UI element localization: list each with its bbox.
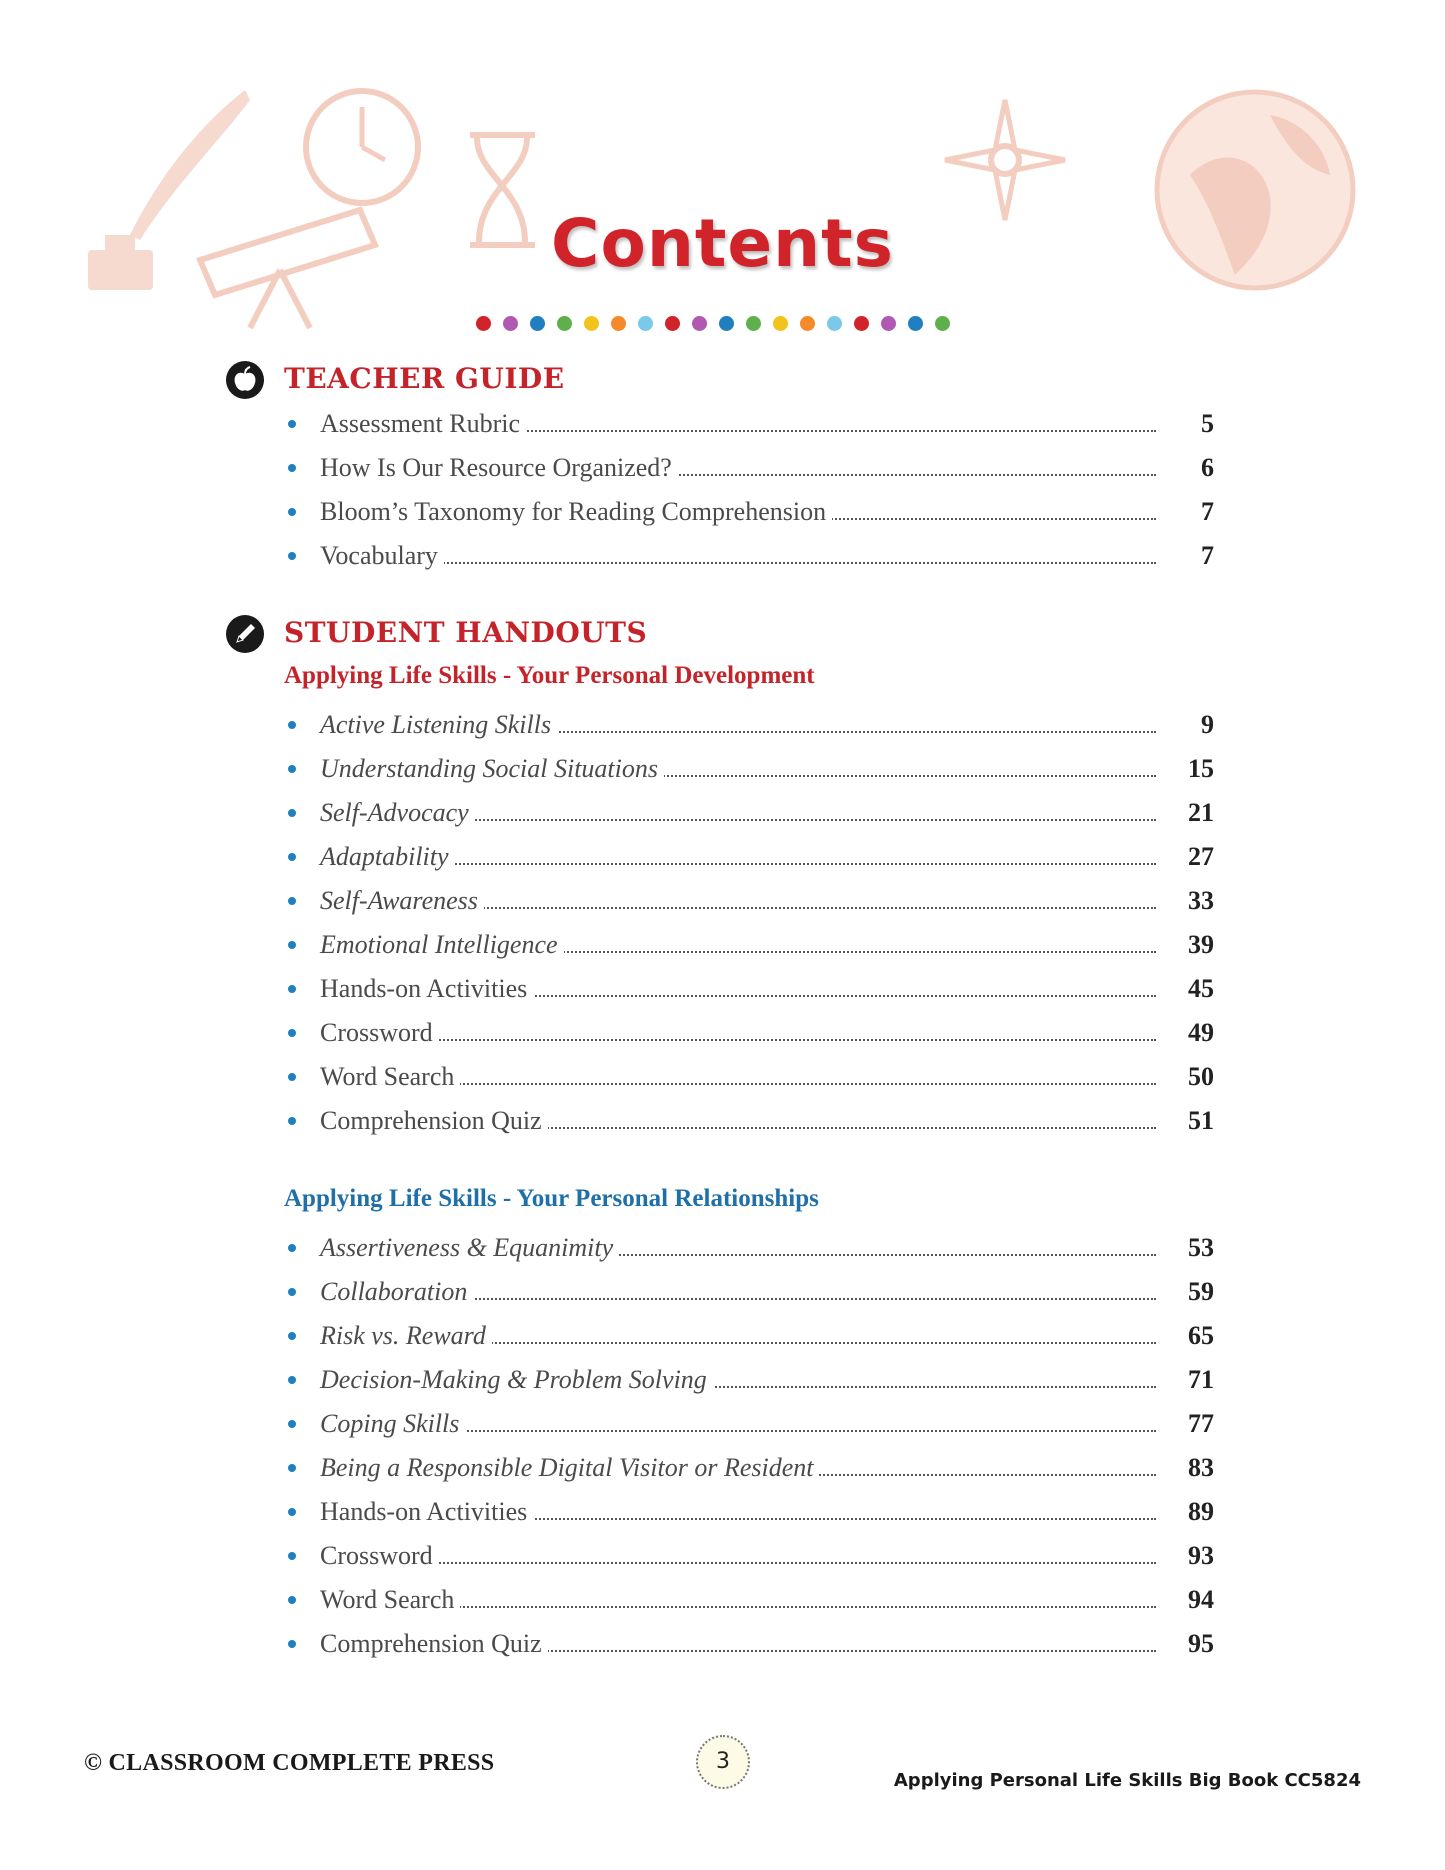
toc-entry[interactable]: [284, 1490, 1214, 1534]
bullet-icon: [288, 853, 296, 861]
toc-entry-label: Self-Advocacy: [320, 791, 475, 835]
toc-entry-page: 33: [1188, 886, 1214, 915]
divider-dot: [719, 316, 734, 331]
divider-dot: [530, 316, 545, 331]
publisher-logo: © CLASSROOM COMPLETE PRESS: [84, 1750, 495, 1776]
pencil-icon: [225, 614, 265, 654]
toc-entry[interactable]: [284, 791, 1214, 835]
toc-entry[interactable]: [284, 1099, 1214, 1143]
bullet-icon: [288, 508, 296, 516]
bullet-icon: [288, 1244, 296, 1252]
toc-entry[interactable]: [284, 1314, 1214, 1358]
toc-entry-page: 27: [1188, 842, 1214, 871]
toc-entry-page: 65: [1188, 1321, 1214, 1350]
toc-entry-label: Being a Responsible Digital Visitor or Resident: [320, 1446, 819, 1490]
toc-entry-label: Bloom’s Taxonomy for Reading Comprehension: [320, 490, 832, 534]
toc-entry-label: Understanding Social Situations: [320, 747, 664, 791]
toc-entry[interactable]: [284, 1055, 1214, 1099]
toc-entry-label: Crossword: [320, 1534, 439, 1578]
toc-entry-page: 9: [1201, 710, 1214, 739]
bullet-icon: [288, 464, 296, 472]
subheading-personal-development: Applying Life Skills - Your Personal Development: [284, 662, 815, 689]
toc-entry[interactable]: [284, 1011, 1214, 1055]
toc-entry[interactable]: [284, 1446, 1214, 1490]
toc-entry[interactable]: [284, 446, 1214, 490]
apple-icon: [225, 360, 265, 400]
bullet-icon: [288, 1552, 296, 1560]
divider-dot: [908, 316, 923, 331]
bullet-icon: [288, 1508, 296, 1516]
teacher-guide-heading: TEACHER GUIDE: [284, 362, 565, 395]
toc-entry[interactable]: [284, 1534, 1214, 1578]
toc-entry-page: 77: [1188, 1409, 1214, 1438]
personal-development-list: [284, 703, 1214, 1143]
toc-entry[interactable]: [284, 1402, 1214, 1446]
toc-entry[interactable]: [284, 923, 1214, 967]
divider-dot: [935, 316, 950, 331]
toc-entry[interactable]: [284, 490, 1214, 534]
divider-dot: [854, 316, 869, 331]
toc-entry-label: Vocabulary: [320, 534, 444, 578]
toc-entry-page: 71: [1188, 1365, 1214, 1394]
toc-entry-page: 7: [1201, 541, 1214, 570]
divider-dot: [746, 316, 761, 331]
toc-entry-label: Assessment Rubric: [320, 402, 526, 446]
toc-entry-page: 7: [1201, 497, 1214, 526]
toc-entry-page: 45: [1188, 974, 1214, 1003]
bullet-icon: [288, 985, 296, 993]
toc-entry-label: Collaboration: [320, 1270, 473, 1314]
bullet-icon: [288, 765, 296, 773]
divider-dot: [476, 316, 491, 331]
toc-entry-page: 21: [1188, 798, 1214, 827]
toc-entry-label: Self-Awareness: [320, 879, 484, 923]
divider-dot: [584, 316, 599, 331]
toc-entry-label: Hands-on Activities: [320, 967, 533, 1011]
bullet-icon: [288, 1073, 296, 1081]
toc-entry-label: Comprehension Quiz: [320, 1622, 548, 1666]
bullet-icon: [288, 1029, 296, 1037]
bullet-icon: [288, 809, 296, 817]
toc-entry-page: 15: [1188, 754, 1214, 783]
toc-entry-page: 39: [1188, 930, 1214, 959]
bullet-icon: [288, 897, 296, 905]
divider-dot: [881, 316, 896, 331]
divider-dot: [503, 316, 518, 331]
toc-entry[interactable]: [284, 967, 1214, 1011]
toc-entry-label: Comprehension Quiz: [320, 1099, 548, 1143]
divider-dot: [665, 316, 680, 331]
toc-entry-page: 83: [1188, 1453, 1214, 1482]
teacher-guide-list: [284, 402, 1214, 578]
toc-entry[interactable]: [284, 1226, 1214, 1270]
toc-entry-label: Word Search: [320, 1578, 460, 1622]
bullet-icon: [288, 1332, 296, 1340]
toc-entry-label: Crossword: [320, 1011, 439, 1055]
divider-dot: [611, 316, 626, 331]
toc-entry-page: 49: [1188, 1018, 1214, 1047]
toc-entry-page: 5: [1201, 409, 1214, 438]
divider-dot: [557, 316, 572, 331]
toc-entry-label: Emotional Intelligence: [320, 923, 564, 967]
toc-entry-page: 50: [1188, 1062, 1214, 1091]
toc-entry-page: 93: [1188, 1541, 1214, 1570]
bullet-icon: [288, 1464, 296, 1472]
toc-entry-page: 59: [1188, 1277, 1214, 1306]
toc-entry-page: 94: [1188, 1585, 1214, 1614]
book-title-footer: Applying Personal Life Skills Big Book CC5824: [893, 1770, 1361, 1791]
toc-entry[interactable]: [284, 703, 1214, 747]
toc-entry-label: Word Search: [320, 1055, 460, 1099]
bullet-icon: [288, 1640, 296, 1648]
toc-entry[interactable]: [284, 1578, 1214, 1622]
toc-entry[interactable]: [284, 879, 1214, 923]
toc-entry-label: Decision-Making & Problem Solving: [320, 1358, 713, 1402]
divider-dot: [827, 316, 842, 331]
personal-relationships-list: [284, 1226, 1214, 1666]
toc-entry[interactable]: [284, 747, 1214, 791]
toc-entry-label: Active Listening Skills: [320, 703, 557, 747]
toc-entry-page: 6: [1201, 453, 1214, 482]
toc-entry-page: 89: [1188, 1497, 1214, 1526]
bullet-icon: [288, 721, 296, 729]
toc-entry-label: Assertiveness & Equanimity: [320, 1226, 619, 1270]
student-handouts-heading: STUDENT HANDOUTS: [284, 616, 648, 649]
toc-entry[interactable]: [284, 534, 1214, 578]
toc-entry[interactable]: [284, 1358, 1214, 1402]
bullet-icon: [288, 1117, 296, 1125]
dot-leader: [324, 1562, 1156, 1564]
toc-entry[interactable]: [284, 402, 1214, 446]
bullet-icon: [288, 1288, 296, 1296]
bullet-icon: [288, 1376, 296, 1384]
bullet-icon: [288, 1420, 296, 1428]
clock-illustration: [300, 85, 425, 210]
dot-leader: [324, 562, 1156, 564]
toc-entry-page: 51: [1188, 1106, 1214, 1135]
toc-entry-label: Hands-on Activities: [320, 1490, 533, 1534]
bullet-icon: [288, 1596, 296, 1604]
toc-entry-label: How Is Our Resource Organized?: [320, 446, 678, 490]
toc-entry-label: Risk vs. Reward: [320, 1314, 492, 1358]
subheading-personal-relationships: Applying Life Skills - Your Personal Relationships: [284, 1185, 819, 1212]
color-dot-divider: [476, 316, 950, 331]
toc-entry[interactable]: [284, 1270, 1214, 1314]
divider-dot: [773, 316, 788, 331]
toc-entry[interactable]: [284, 835, 1214, 879]
bullet-icon: [288, 420, 296, 428]
toc-entry-page: 95: [1188, 1629, 1214, 1658]
bullet-icon: [288, 552, 296, 560]
toc-entry[interactable]: [284, 1622, 1214, 1666]
divider-dot: [800, 316, 815, 331]
toc-entry-page: 53: [1188, 1233, 1214, 1262]
divider-dot: [692, 316, 707, 331]
bullet-icon: [288, 941, 296, 949]
page-number: 3: [696, 1735, 750, 1789]
dot-leader: [324, 1039, 1156, 1041]
divider-dot: [638, 316, 653, 331]
toc-entry-label: Adaptability: [320, 835, 455, 879]
toc-entry-label: Coping Skills: [320, 1402, 465, 1446]
page-title: Contents: [551, 205, 894, 282]
